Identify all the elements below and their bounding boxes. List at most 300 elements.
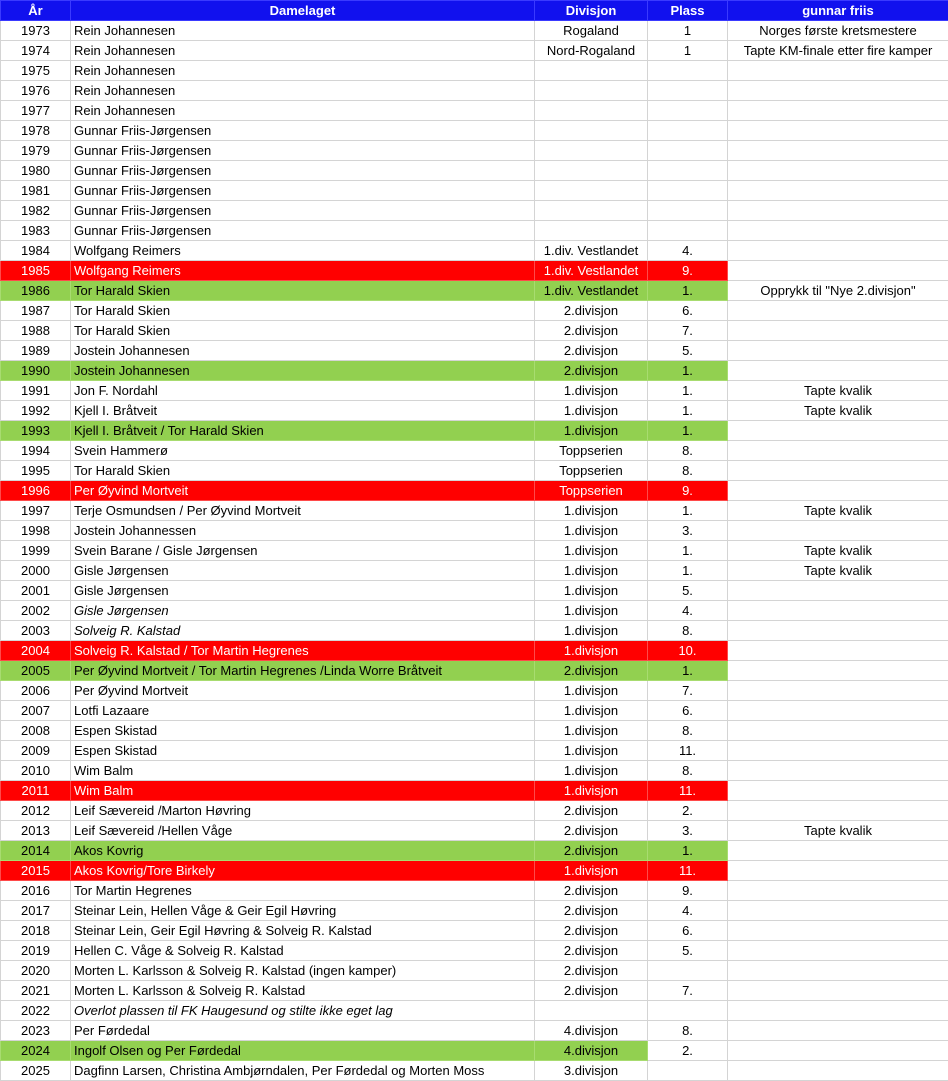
cell-place[interactable] — [648, 181, 728, 201]
cell-note[interactable] — [728, 601, 948, 621]
cell-division[interactable] — [535, 201, 648, 221]
cell-year[interactable]: 2017 — [1, 901, 71, 921]
cell-note[interactable] — [728, 641, 948, 661]
cell-place[interactable] — [648, 81, 728, 101]
cell-place[interactable]: 11. — [648, 741, 728, 761]
cell-note[interactable] — [728, 441, 948, 461]
cell-team[interactable]: Per Øyvind Mortveit — [71, 681, 535, 701]
header-division[interactable]: Divisjon — [535, 1, 648, 21]
cell-note[interactable] — [728, 301, 948, 321]
cell-division[interactable]: 1.divisjon — [535, 561, 648, 581]
cell-division[interactable]: 1.divisjon — [535, 641, 648, 661]
cell-division[interactable] — [535, 101, 648, 121]
cell-year[interactable]: 1992 — [1, 401, 71, 421]
cell-year[interactable]: 1988 — [1, 321, 71, 341]
table-row — [1, 221, 948, 241]
cell-year[interactable]: 1977 — [1, 101, 71, 121]
cell-place[interactable]: 6. — [648, 921, 728, 941]
table-row — [1, 681, 948, 701]
cell-note[interactable] — [728, 161, 948, 181]
cell-year[interactable]: 2004 — [1, 641, 71, 661]
cell-place[interactable]: 4. — [648, 601, 728, 621]
cell-team[interactable]: Leif Sævereid /Marton Høvring — [71, 801, 535, 821]
cell-division[interactable]: 1.div. Vestlandet — [535, 241, 648, 261]
cell-division[interactable]: 1.divisjon — [535, 421, 648, 441]
cell-team[interactable]: Solveig R. Kalstad — [71, 621, 535, 641]
cell-team[interactable]: Wolfgang Reimers — [71, 241, 535, 261]
cell-place[interactable]: 7. — [648, 981, 728, 1001]
cell-place[interactable]: 1. — [648, 281, 728, 301]
cell-division[interactable]: 1.divisjon — [535, 781, 648, 801]
cell-team[interactable]: Kjell I. Bråtveit / Tor Harald Skien — [71, 421, 535, 441]
cell-division[interactable] — [535, 181, 648, 201]
cell-note[interactable] — [728, 661, 948, 681]
cell-note[interactable] — [728, 741, 948, 761]
cell-year[interactable]: 1979 — [1, 141, 71, 161]
table-row — [1, 201, 948, 221]
cell-year[interactable]: 2003 — [1, 621, 71, 641]
cell-year[interactable]: 1996 — [1, 481, 71, 501]
cell-division[interactable]: 2.divisjon — [535, 361, 648, 381]
cell-team[interactable]: Svein Barane / Gisle Jørgensen — [71, 541, 535, 561]
cell-place[interactable]: 1. — [648, 401, 728, 421]
cell-place[interactable]: 8. — [648, 461, 728, 481]
header-year[interactable]: År — [1, 1, 71, 21]
cell-year[interactable]: 2005 — [1, 661, 71, 681]
cell-division[interactable]: 2.divisjon — [535, 961, 648, 981]
cell-year[interactable]: 2002 — [1, 601, 71, 621]
cell-year[interactable]: 2010 — [1, 761, 71, 781]
cell-note[interactable]: Tapte kvalik — [728, 821, 948, 841]
cell-place[interactable]: 1. — [648, 841, 728, 861]
cell-place[interactable]: 2. — [648, 801, 728, 821]
cell-note[interactable] — [728, 901, 948, 921]
table-row — [1, 181, 948, 201]
header-note[interactable]: gunnar friis — [728, 1, 948, 21]
cell-division[interactable] — [535, 121, 648, 141]
table-row — [1, 701, 948, 721]
cell-division[interactable]: Toppserien — [535, 461, 648, 481]
cell-division[interactable]: 1.div. Vestlandet — [535, 261, 648, 281]
cell-team[interactable]: Wim Balm — [71, 781, 535, 801]
table-row — [1, 261, 948, 281]
cell-team[interactable]: Jostein Johannessen — [71, 521, 535, 541]
cell-year[interactable]: 2012 — [1, 801, 71, 821]
cell-division[interactable]: Toppserien — [535, 481, 648, 501]
cell-team[interactable]: Ingolf Olsen og Per Førdedal — [71, 1041, 535, 1061]
table-row — [1, 941, 948, 961]
cell-division[interactable]: 1.divisjon — [535, 401, 648, 421]
cell-year[interactable]: 1991 — [1, 381, 71, 401]
cell-team[interactable]: Jon F. Nordahl — [71, 381, 535, 401]
cell-year[interactable]: 2023 — [1, 1021, 71, 1041]
table-row — [1, 441, 948, 461]
cell-division[interactable]: 2.divisjon — [535, 881, 648, 901]
table-row — [1, 1041, 948, 1061]
cell-team[interactable]: Wim Balm — [71, 761, 535, 781]
cell-year[interactable]: 1986 — [1, 281, 71, 301]
cell-note[interactable] — [728, 781, 948, 801]
cell-place[interactable]: 1 — [648, 21, 728, 41]
cell-year[interactable]: 1981 — [1, 181, 71, 201]
table-row — [1, 801, 948, 821]
cell-year[interactable]: 1997 — [1, 501, 71, 521]
cell-division[interactable]: 2.divisjon — [535, 301, 648, 321]
cell-team[interactable]: Wolfgang Reimers — [71, 261, 535, 281]
cell-year[interactable]: 1998 — [1, 521, 71, 541]
table-row — [1, 861, 948, 881]
cell-division[interactable]: 2.divisjon — [535, 801, 648, 821]
cell-team[interactable]: Tor Harald Skien — [71, 301, 535, 321]
cell-note[interactable] — [728, 1061, 948, 1081]
cell-team[interactable]: Rein Johannesen — [71, 81, 535, 101]
cell-note[interactable] — [728, 341, 948, 361]
cell-division[interactable]: 1.divisjon — [535, 861, 648, 881]
cell-team[interactable]: Dagfinn Larsen, Christina Ambjørndalen, Per Førdedal og Morten Moss — [71, 1061, 535, 1081]
cell-division[interactable]: 2.divisjon — [535, 341, 648, 361]
cell-note[interactable]: Tapte KM-finale etter fire kamper — [728, 41, 948, 61]
cell-place[interactable]: 8. — [648, 621, 728, 641]
cell-year[interactable]: 2011 — [1, 781, 71, 801]
cell-year[interactable]: 1976 — [1, 81, 71, 101]
cell-year[interactable]: 1980 — [1, 161, 71, 181]
cell-division[interactable] — [535, 141, 648, 161]
cell-team[interactable]: Tor Harald Skien — [71, 281, 535, 301]
cell-place[interactable]: 2. — [648, 1041, 728, 1061]
table-row — [1, 601, 948, 621]
table-row — [1, 981, 948, 1001]
cell-note[interactable] — [728, 1041, 948, 1061]
cell-division[interactable]: Nord-Rogaland — [535, 41, 648, 61]
cell-division[interactable]: 1.divisjon — [535, 721, 648, 741]
cell-year[interactable]: 2019 — [1, 941, 71, 961]
table-row — [1, 741, 948, 761]
cell-year[interactable]: 2025 — [1, 1061, 71, 1081]
cell-place[interactable]: 8. — [648, 1021, 728, 1041]
cell-place[interactable] — [648, 161, 728, 181]
cell-year[interactable]: 2021 — [1, 981, 71, 1001]
cell-team[interactable]: Morten L. Karlsson & Solveig R. Kalstad (ingen kamper) — [71, 961, 535, 981]
cell-place[interactable]: 5. — [648, 581, 728, 601]
cell-division[interactable]: 2.divisjon — [535, 981, 648, 1001]
cell-division[interactable]: Rogaland — [535, 21, 648, 41]
cell-place[interactable]: 7. — [648, 681, 728, 701]
cell-note[interactable] — [728, 701, 948, 721]
cell-division[interactable]: 1.divisjon — [535, 521, 648, 541]
cell-team[interactable]: Rein Johannesen — [71, 101, 535, 121]
cell-team[interactable]: Hellen C. Våge & Solveig R. Kalstad — [71, 941, 535, 961]
cell-team[interactable]: Terje Osmundsen / Per Øyvind Mortveit — [71, 501, 535, 521]
cell-division[interactable] — [535, 81, 648, 101]
cell-year[interactable]: 2009 — [1, 741, 71, 761]
cell-year[interactable]: 1985 — [1, 261, 71, 281]
cell-division[interactable]: 4.divisjon — [535, 1021, 648, 1041]
cell-place[interactable]: 1 — [648, 41, 728, 61]
cell-division[interactable]: 2.divisjon — [535, 661, 648, 681]
cell-place[interactable] — [648, 1001, 728, 1021]
table-row — [1, 341, 948, 361]
cell-note[interactable] — [728, 421, 948, 441]
cell-note[interactable] — [728, 221, 948, 241]
cell-place[interactable]: 9. — [648, 481, 728, 501]
cell-note[interactable] — [728, 1021, 948, 1041]
table-row — [1, 161, 948, 181]
cell-year[interactable]: 1994 — [1, 441, 71, 461]
cell-year[interactable]: 2020 — [1, 961, 71, 981]
cell-place[interactable]: 1. — [648, 381, 728, 401]
cell-place[interactable] — [648, 61, 728, 81]
cell-division[interactable] — [535, 221, 648, 241]
cell-note[interactable]: Tapte kvalik — [728, 541, 948, 561]
cell-year[interactable]: 2018 — [1, 921, 71, 941]
cell-team[interactable]: Rein Johannesen — [71, 21, 535, 41]
cell-year[interactable]: 2000 — [1, 561, 71, 581]
cell-note[interactable] — [728, 521, 948, 541]
cell-place[interactable]: 8. — [648, 761, 728, 781]
cell-year[interactable]: 1999 — [1, 541, 71, 561]
cell-note[interactable] — [728, 861, 948, 881]
cell-note[interactable] — [728, 841, 948, 861]
cell-team[interactable]: Lotfi Lazaare — [71, 701, 535, 721]
cell-team[interactable]: Gunnar Friis-Jørgensen — [71, 201, 535, 221]
table-row — [1, 821, 948, 841]
cell-note[interactable] — [728, 1001, 948, 1021]
cell-division[interactable]: 2.divisjon — [535, 901, 648, 921]
cell-place[interactable]: 1. — [648, 541, 728, 561]
table-row — [1, 361, 948, 381]
cell-place[interactable] — [648, 101, 728, 121]
cell-division[interactable]: 1.divisjon — [535, 381, 648, 401]
cell-team[interactable]: Overlot plassen til FK Haugesund og stilte ikke eget lag — [71, 1001, 535, 1021]
cell-year[interactable]: 2007 — [1, 701, 71, 721]
cell-note[interactable] — [728, 481, 948, 501]
cell-division[interactable]: Toppserien — [535, 441, 648, 461]
cell-note[interactable] — [728, 461, 948, 481]
cell-place[interactable]: 9. — [648, 881, 728, 901]
cell-place[interactable]: 4. — [648, 241, 728, 261]
cell-year[interactable]: 1978 — [1, 121, 71, 141]
cell-team[interactable]: Gunnar Friis-Jørgensen — [71, 161, 535, 181]
cell-team[interactable]: Akos Kovrig — [71, 841, 535, 861]
cell-year[interactable]: 1973 — [1, 21, 71, 41]
cell-note[interactable] — [728, 261, 948, 281]
cell-place[interactable]: 1. — [648, 501, 728, 521]
cell-division[interactable]: 1.divisjon — [535, 761, 648, 781]
cell-place[interactable]: 6. — [648, 301, 728, 321]
table-row — [1, 921, 948, 941]
cell-division[interactable] — [535, 61, 648, 81]
cell-team[interactable]: Rein Johannesen — [71, 41, 535, 61]
cell-place[interactable] — [648, 201, 728, 221]
cell-division[interactable] — [535, 161, 648, 181]
cell-division[interactable]: 1.divisjon — [535, 701, 648, 721]
cell-note[interactable] — [728, 201, 948, 221]
cell-place[interactable]: 11. — [648, 861, 728, 881]
cell-division[interactable]: 2.divisjon — [535, 821, 648, 841]
cell-note[interactable] — [728, 941, 948, 961]
cell-year[interactable]: 2006 — [1, 681, 71, 701]
header-place[interactable]: Plass — [648, 1, 728, 21]
cell-year[interactable]: 2008 — [1, 721, 71, 741]
cell-division[interactable]: 1.divisjon — [535, 741, 648, 761]
cell-team[interactable]: Tor Harald Skien — [71, 321, 535, 341]
cell-place[interactable]: 1. — [648, 661, 728, 681]
cell-team[interactable]: Steinar Lein, Geir Egil Høvring & Solveig R. Kalstad — [71, 921, 535, 941]
cell-team[interactable]: Svein Hammerø — [71, 441, 535, 461]
cell-place[interactable] — [648, 1061, 728, 1081]
cell-year[interactable]: 2015 — [1, 861, 71, 881]
cell-note[interactable] — [728, 181, 948, 201]
cell-note[interactable] — [728, 581, 948, 601]
cell-place[interactable]: 1. — [648, 561, 728, 581]
cell-year[interactable]: 2013 — [1, 821, 71, 841]
cell-team[interactable]: Leif Sævereid /Hellen Våge — [71, 821, 535, 841]
cell-team[interactable]: Espen Skistad — [71, 741, 535, 761]
cell-division[interactable]: 1.divisjon — [535, 541, 648, 561]
cell-place[interactable]: 1. — [648, 421, 728, 441]
table-row — [1, 841, 948, 861]
cell-note[interactable]: Tapte kvalik — [728, 501, 948, 521]
cell-team[interactable]: Per Førdedal — [71, 1021, 535, 1041]
cell-note[interactable] — [728, 121, 948, 141]
cell-place[interactable]: 4. — [648, 901, 728, 921]
cell-team[interactable]: Gunnar Friis-Jørgensen — [71, 221, 535, 241]
cell-note[interactable]: Tapte kvalik — [728, 561, 948, 581]
cell-place[interactable]: 5. — [648, 341, 728, 361]
cell-year[interactable]: 1995 — [1, 461, 71, 481]
cell-division[interactable]: 1.divisjon — [535, 621, 648, 641]
cell-note[interactable] — [728, 61, 948, 81]
cell-division[interactable]: 2.divisjon — [535, 321, 648, 341]
cell-team[interactable]: Per Øyvind Mortveit / Tor Martin Hegrenes /Linda Worre Bråtveit — [71, 661, 535, 681]
cell-place[interactable]: 8. — [648, 441, 728, 461]
cell-place[interactable]: 8. — [648, 721, 728, 741]
cell-year[interactable]: 1974 — [1, 41, 71, 61]
cell-place[interactable]: 7. — [648, 321, 728, 341]
cell-team[interactable]: Jostein Johannesen — [71, 361, 535, 381]
table-row — [1, 781, 948, 801]
cell-note[interactable] — [728, 81, 948, 101]
cell-team[interactable]: Tor Harald Skien — [71, 461, 535, 481]
cell-team[interactable]: Rein Johannesen — [71, 61, 535, 81]
cell-division[interactable]: 2.divisjon — [535, 841, 648, 861]
cell-place[interactable]: 1. — [648, 361, 728, 381]
cell-team[interactable]: Kjell I. Bråtveit — [71, 401, 535, 421]
cell-year[interactable]: 1975 — [1, 61, 71, 81]
table-row — [1, 421, 948, 441]
cell-place[interactable]: 3. — [648, 521, 728, 541]
cell-team[interactable]: Espen Skistad — [71, 721, 535, 741]
cell-division[interactable]: 1.divisjon — [535, 581, 648, 601]
cell-division[interactable]: 3.divisjon — [535, 1061, 648, 1081]
cell-division[interactable]: 4.divisjon — [535, 1041, 648, 1061]
cell-division[interactable]: 1.divisjon — [535, 681, 648, 701]
cell-note[interactable] — [728, 141, 948, 161]
cell-year[interactable]: 1987 — [1, 301, 71, 321]
cell-team[interactable]: Gisle Jørgensen — [71, 601, 535, 621]
cell-place[interactable] — [648, 121, 728, 141]
cell-team[interactable]: Morten L. Karlsson & Solveig R. Kalstad — [71, 981, 535, 1001]
cell-note[interactable] — [728, 681, 948, 701]
cell-team[interactable]: Gisle Jørgensen — [71, 561, 535, 581]
cell-place[interactable]: 3. — [648, 821, 728, 841]
cell-note[interactable] — [728, 721, 948, 741]
cell-team[interactable]: Gisle Jørgensen — [71, 581, 535, 601]
cell-year[interactable]: 2016 — [1, 881, 71, 901]
table-row — [1, 661, 948, 681]
cell-team[interactable]: Tor Martin Hegrenes — [71, 881, 535, 901]
cell-team[interactable]: Jostein Johannesen — [71, 341, 535, 361]
cell-year[interactable]: 1983 — [1, 221, 71, 241]
cell-division[interactable]: 2.divisjon — [535, 941, 648, 961]
cell-note[interactable] — [728, 881, 948, 901]
cell-year[interactable]: 2024 — [1, 1041, 71, 1061]
table-row — [1, 301, 948, 321]
cell-team[interactable]: Solveig R. Kalstad / Tor Martin Hegrenes — [71, 641, 535, 661]
cell-team[interactable]: Steinar Lein, Hellen Våge & Geir Egil Høvring — [71, 901, 535, 921]
table-row — [1, 381, 948, 401]
table-row — [1, 721, 948, 741]
cell-place[interactable] — [648, 221, 728, 241]
cell-year[interactable]: 2022 — [1, 1001, 71, 1021]
cell-division[interactable]: 1.div. Vestlandet — [535, 281, 648, 301]
cell-year[interactable]: 2001 — [1, 581, 71, 601]
cell-note[interactable] — [728, 321, 948, 341]
cell-division[interactable]: 1.divisjon — [535, 601, 648, 621]
cell-note[interactable]: Opprykk til "Nye 2.divisjon" — [728, 281, 948, 301]
table-row — [1, 561, 948, 581]
cell-place[interactable]: 6. — [648, 701, 728, 721]
cell-year[interactable]: 1993 — [1, 421, 71, 441]
table-row — [1, 1001, 948, 1021]
cell-place[interactable] — [648, 961, 728, 981]
cell-note[interactable] — [728, 101, 948, 121]
cell-note[interactable]: Tapte kvalik — [728, 381, 948, 401]
cell-note[interactable] — [728, 921, 948, 941]
cell-note[interactable] — [728, 241, 948, 261]
cell-note[interactable] — [728, 761, 948, 781]
cell-team[interactable]: Gunnar Friis-Jørgensen — [71, 181, 535, 201]
cell-year[interactable]: 1982 — [1, 201, 71, 221]
cell-place[interactable]: 5. — [648, 941, 728, 961]
cell-place[interactable]: 11. — [648, 781, 728, 801]
cell-team[interactable]: Gunnar Friis-Jørgensen — [71, 121, 535, 141]
header-team[interactable]: Damelaget — [71, 1, 535, 21]
cell-division[interactable] — [535, 1001, 648, 1021]
cell-year[interactable]: 1984 — [1, 241, 71, 261]
cell-year[interactable]: 1989 — [1, 341, 71, 361]
cell-team[interactable]: Gunnar Friis-Jørgensen — [71, 141, 535, 161]
cell-note[interactable] — [728, 621, 948, 641]
cell-note[interactable] — [728, 801, 948, 821]
table-row — [1, 21, 948, 41]
cell-note[interactable] — [728, 361, 948, 381]
cell-year[interactable]: 2014 — [1, 841, 71, 861]
cell-note[interactable] — [728, 981, 948, 1001]
cell-year[interactable]: 1990 — [1, 361, 71, 381]
cell-division[interactable]: 2.divisjon — [535, 921, 648, 941]
cell-place[interactable] — [648, 141, 728, 161]
cell-note[interactable]: Tapte kvalik — [728, 401, 948, 421]
cell-place[interactable]: 10. — [648, 641, 728, 661]
cell-note[interactable] — [728, 961, 948, 981]
cell-note[interactable]: Norges første kretsmestere — [728, 21, 948, 41]
cell-team[interactable]: Akos Kovrig/Tore Birkely — [71, 861, 535, 881]
table-row — [1, 1021, 948, 1041]
cell-team[interactable]: Per Øyvind Mortveit — [71, 481, 535, 501]
cell-division[interactable]: 1.divisjon — [535, 501, 648, 521]
cell-place[interactable]: 9. — [648, 261, 728, 281]
